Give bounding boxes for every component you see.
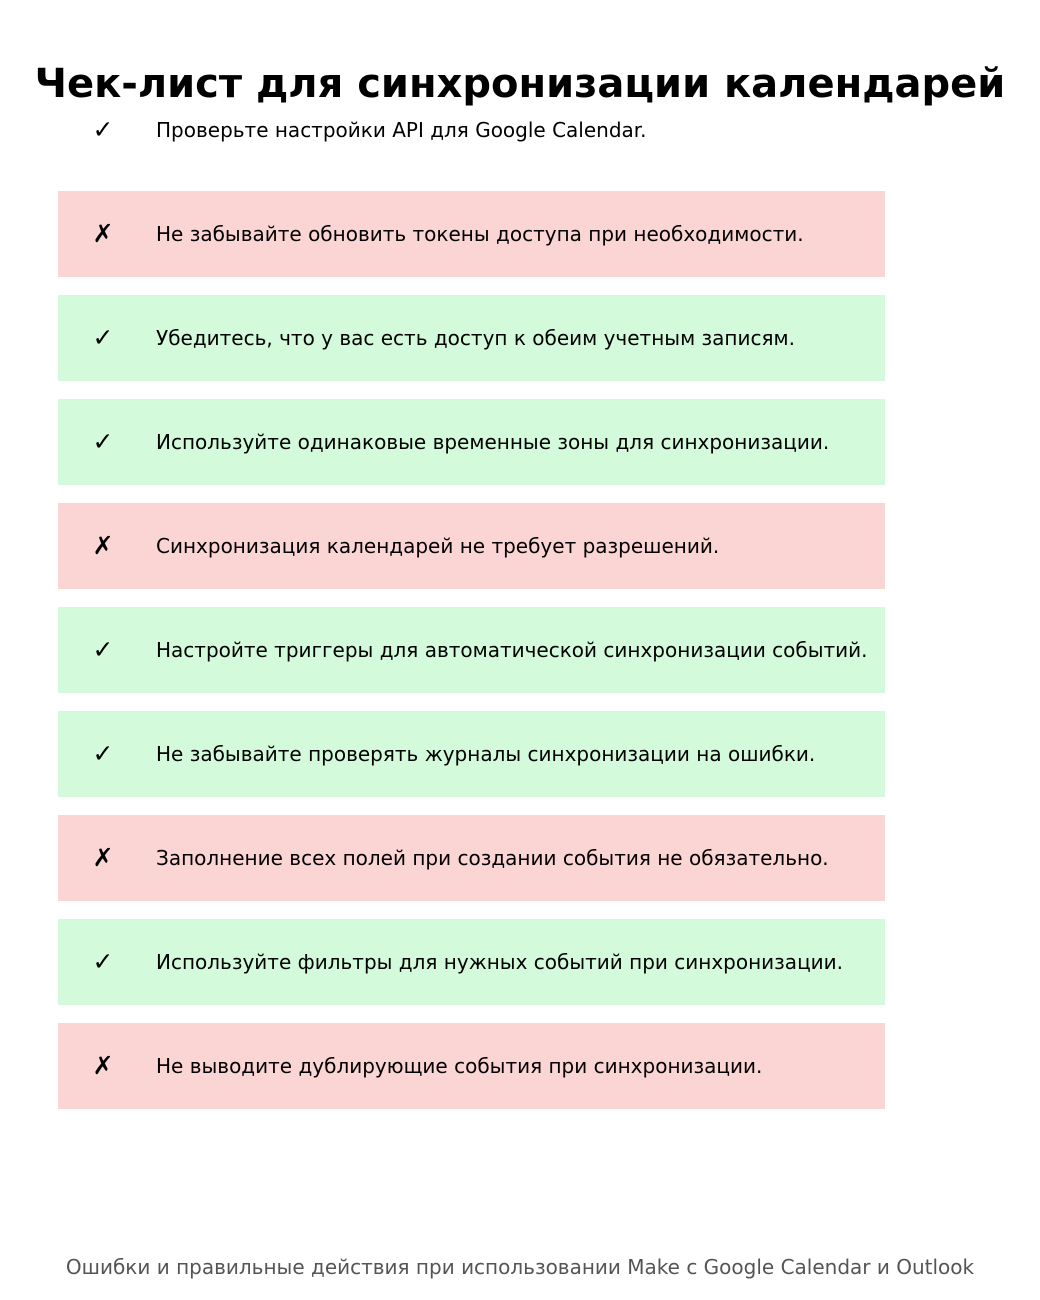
caption: Ошибки и правильные действия при использовании Make с Google Calendar и Outlook <box>65 1255 975 1279</box>
checklist-item-text: Не забывайте проверять журналы синхронизации на ошибки. <box>156 742 816 766</box>
checklist-item <box>58 711 885 797</box>
checklist-item-text: Не выводите дублирующие события при синхронизации. <box>156 1054 763 1078</box>
page-title: Чек-лист для синхронизации календарей <box>34 61 1006 107</box>
cross-icon: ✗ <box>92 531 114 560</box>
check-icon: ✓ <box>92 947 114 976</box>
checklist <box>58 87 885 1127</box>
checklist-item <box>58 919 885 1005</box>
checklist-item <box>58 607 885 693</box>
check-icon: ✓ <box>92 635 114 664</box>
checklist-item <box>58 1023 885 1109</box>
checklist-item-text: Настройте триггеры для автоматической синхронизации событий. <box>156 638 868 662</box>
checklist-item-text: Убедитесь, что у вас есть доступ к обеим учетным записям. <box>156 326 795 350</box>
check-icon: ✓ <box>92 323 114 352</box>
cross-icon: ✗ <box>92 219 114 248</box>
checklist-item <box>58 191 885 277</box>
cross-icon: ✗ <box>92 1051 114 1080</box>
check-icon: ✓ <box>92 427 114 456</box>
checklist-item-text: Не забывайте обновить токены доступа при необходимости. <box>156 222 804 246</box>
checklist-item-text: Проверьте настройки API для Google Calendar. <box>156 118 647 142</box>
checklist-item-text: Заполнение всех полей при создании события не обязательно. <box>156 846 829 870</box>
check-icon: ✓ <box>92 115 114 144</box>
checklist-item-text: Используйте одинаковые временные зоны для синхронизации. <box>156 430 830 454</box>
checklist-item <box>58 87 885 173</box>
check-icon: ✓ <box>92 739 114 768</box>
cross-icon: ✗ <box>92 843 114 872</box>
checklist-item <box>58 295 885 381</box>
checklist-item <box>58 815 885 901</box>
checklist-item <box>58 399 885 485</box>
checklist-item-text: Синхронизация календарей не требует разрешений. <box>156 534 720 558</box>
checklist-item-text: Используйте фильтры для нужных событий при синхронизации. <box>156 950 844 974</box>
checklist-item <box>58 503 885 589</box>
